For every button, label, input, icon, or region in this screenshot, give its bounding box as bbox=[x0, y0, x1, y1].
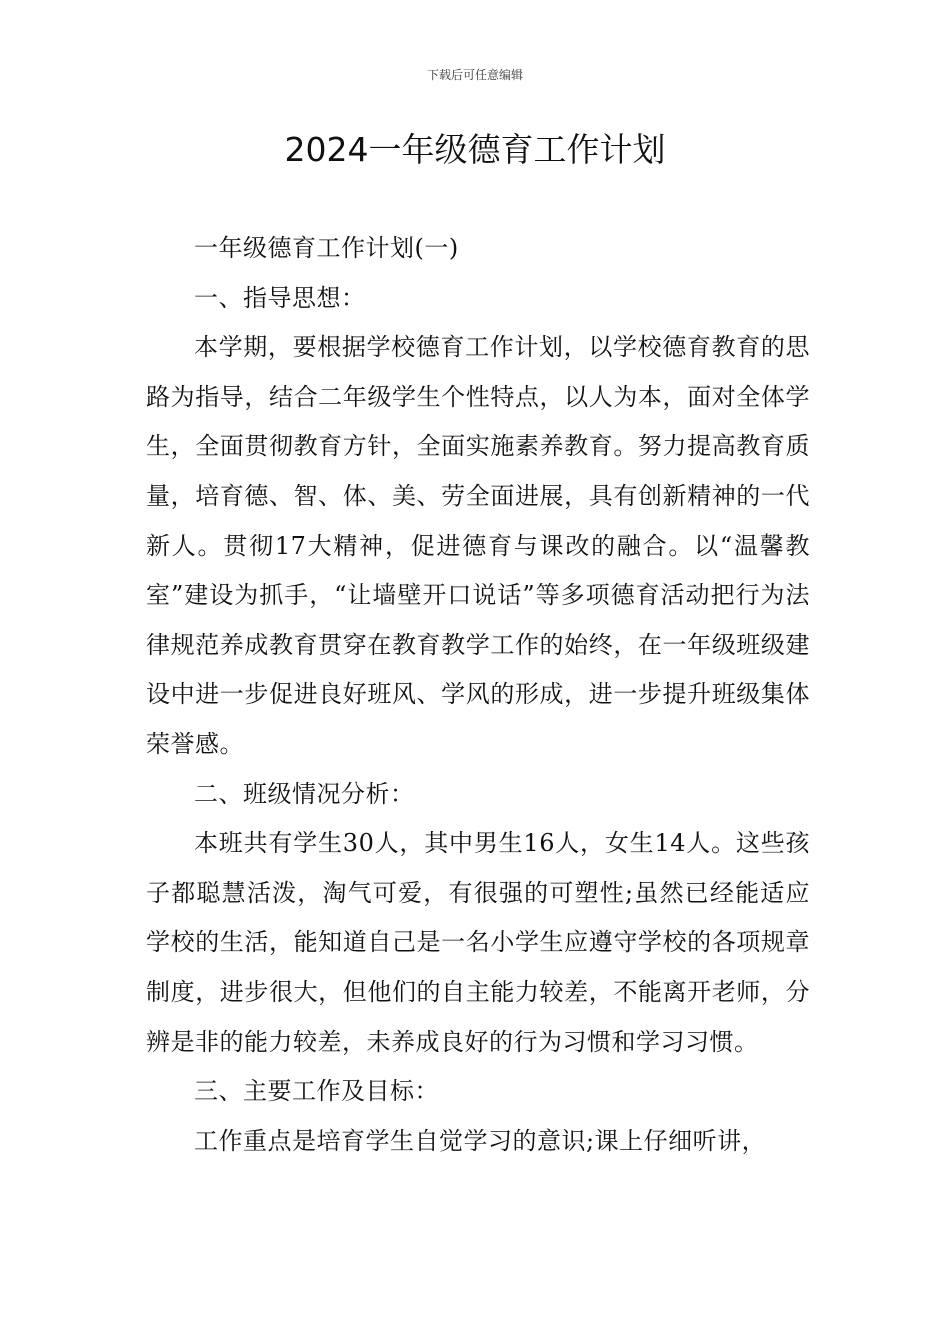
header-note: 下载后可任意编辑 bbox=[426, 68, 523, 82]
paragraph-class-analysis: 本班共有学生30人，其中男生16人，女生14人。这些孩子都聪慧活泼，淘气可爱，有很强的可塑性;虽然已经能适应学校的生活，能知道自己是一名小学生应遵守学校的各项规章制度，进步很大，但他们的自主能力较差，不能离开老师，分辨是非的能力较差，未养成良好的行为习惯和学习习惯。 bbox=[146, 829, 810, 1056]
plan-subtitle: 一年级德育工作计划(一) bbox=[194, 234, 459, 262]
section-heading-guiding-thought: 一、指导思想： bbox=[194, 283, 366, 312]
paragraph-guiding-thought: 本学期，要根据学校德育工作计划，以学校德育教育的思路为指导，结合二年级学生个性特点，以人为本，面对全体学生，全面贯彻教育方针，全面实施素养教育。努力提高教育质量，培育德、智、体、美、劳全面进展，具有创新精神的一代新人。贯彻17大精神，促进德育与课改的融合。以“温馨教室”建设为抓手，“让墙壁开口说话”等多项德育活动把行为法律规范养成教育贯穿在教育教学工作的始终，在一年级班级建设中进一步促进良好班风、学风的形成，进一步提升班级集体荣誉感。 bbox=[146, 333, 810, 758]
section-heading-class-analysis: 二、班级情况分析： bbox=[194, 779, 415, 808]
paragraph-main-work: 工作重点是培育学生自觉学习的意识;课上仔细听讲， bbox=[194, 1126, 767, 1155]
document-body bbox=[146, 224, 810, 1166]
document-title: 2024一年级德育工作计划 bbox=[284, 130, 666, 169]
section-heading-main-work: 三、主要工作及目标： bbox=[194, 1077, 439, 1106]
